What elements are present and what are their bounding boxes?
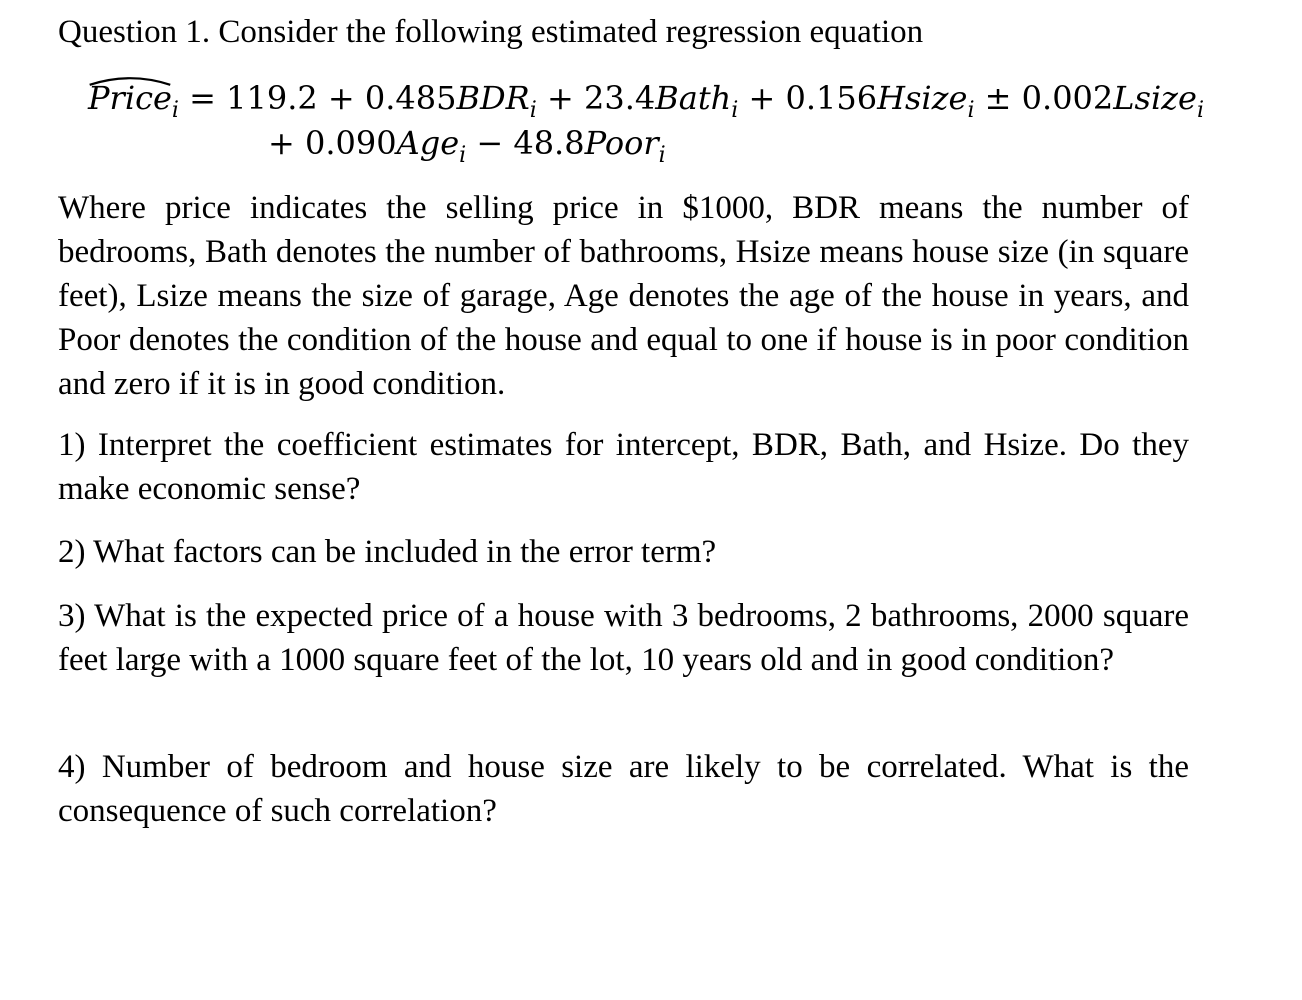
term-coef: 0.002: [1021, 79, 1114, 117]
term-coef: 23.4: [583, 79, 656, 117]
term-index: i: [731, 98, 739, 123]
hat-accent-icon: [88, 74, 172, 86]
term-coef: 0.485: [364, 79, 457, 117]
equation-intercept: 119.2: [226, 79, 318, 117]
term-op: +: [546, 79, 574, 117]
term-var: BDR: [456, 79, 530, 117]
regression-equation-line-2: [268, 123, 666, 168]
sub-question-2: 2) What factors can be included in the error term?: [58, 534, 717, 570]
term-index: i: [658, 143, 666, 168]
term-index: i: [967, 98, 975, 123]
term-coef: 0.156: [785, 79, 878, 117]
variable-description: Where price indicates the selling price in $1000, BDR means the number of bedrooms, Bath denotes the number of bathrooms, Hsize means house size (in square feet), Lsize means the size of garage, Age denotes the age of the house in years, and Poor denotes the condition of the house and equal to one if house is in poor condition and zero if it is in good condition.: [58, 190, 1189, 402]
sub-question-1: 1) Interpret the coefficient estimates for intercept, BDR, Bath, and Hsize. Do they make economic sense?: [58, 427, 1189, 507]
term-op: +: [268, 124, 295, 162]
term-index: i: [529, 98, 537, 123]
sub-question-3: 3) What is the expected price of a house with 3 bedrooms, 2 bathrooms, 2000 square feet large with a 1000 square feet of the lot, 10 years old and in good condition?: [58, 598, 1189, 678]
term-var: Age: [396, 124, 460, 162]
term-index: i: [459, 143, 467, 168]
term-op: ±: [984, 79, 1012, 117]
term-coef: 0.090: [304, 124, 397, 162]
sub-question-4: 4) Number of bedroom and house size are likely to be correlated. What is the consequence of such correlation?: [58, 749, 1189, 829]
term-var: Bath: [655, 79, 732, 117]
term-var: Lsize: [1113, 79, 1197, 117]
term-op: +: [748, 79, 776, 117]
equation-equals: =: [189, 79, 216, 117]
term-coef: 48.8: [513, 124, 585, 162]
term-var: Poor: [584, 124, 659, 162]
term-index: i: [1196, 98, 1205, 123]
equation-index: i: [171, 98, 179, 123]
term-op: −: [476, 124, 504, 162]
regression-equation-line-1: [88, 78, 1205, 123]
equation-lhs: Price: [88, 78, 172, 118]
term-op: +: [327, 79, 355, 117]
term-var: Hsize: [877, 79, 968, 117]
question-heading: Question 1. Consider the following estimated regression equation: [58, 14, 924, 50]
